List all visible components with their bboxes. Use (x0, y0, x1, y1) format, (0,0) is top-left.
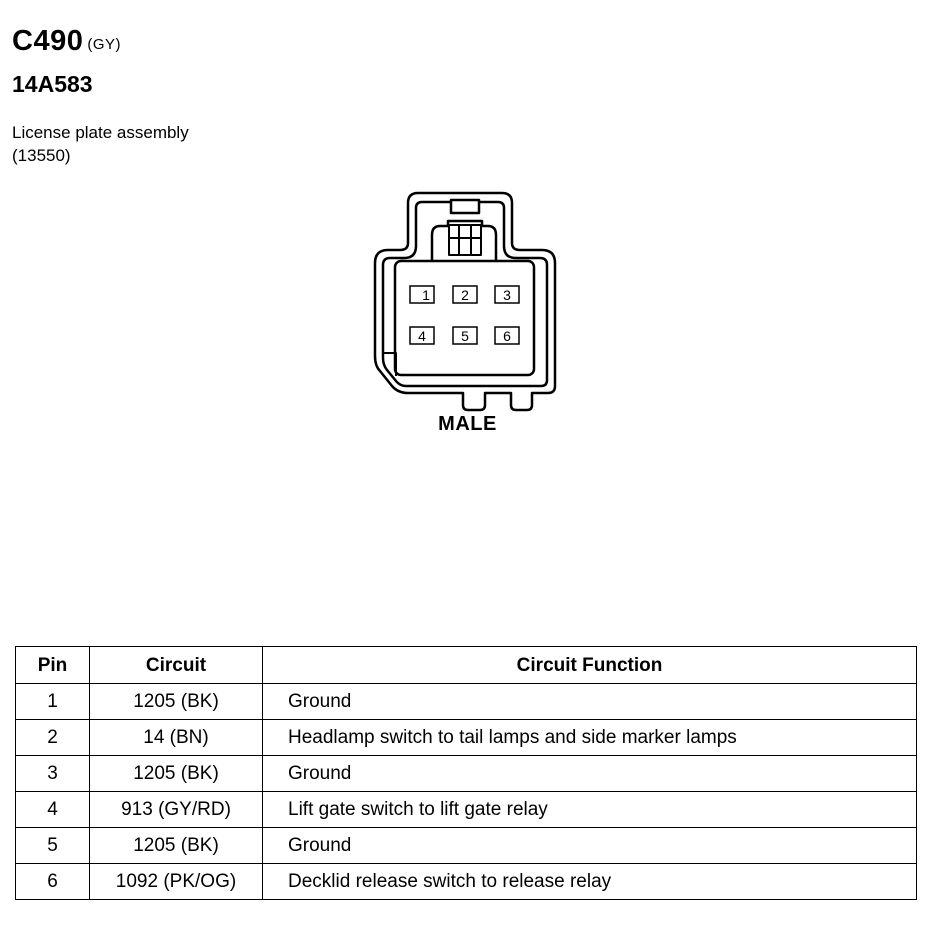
table-row (16, 828, 917, 864)
table-row (16, 756, 917, 792)
connector-gender-label: MALE (438, 413, 497, 435)
cell-function: Ground (263, 684, 917, 720)
cell-function: Headlamp switch to tail lamps and side marker lamps (263, 720, 917, 756)
cell-circuit: 1205 (BK) (90, 684, 263, 720)
pin-label-6: 6 (503, 328, 511, 344)
table-row (16, 720, 917, 756)
pin-label-2: 2 (461, 287, 469, 303)
cell-pin: 2 (16, 720, 90, 756)
pin-label-5: 5 (461, 328, 469, 344)
cell-circuit: 14 (BN) (90, 720, 263, 756)
connector-description (12, 121, 189, 167)
cell-circuit: 1205 (BK) (90, 756, 263, 792)
table-row (16, 864, 917, 900)
cell-pin: 3 (16, 756, 90, 792)
pin-label-3: 3 (503, 287, 511, 303)
pin-cavity (395, 261, 534, 375)
table-row (16, 792, 917, 828)
header-pin: Pin (16, 647, 90, 684)
description-line-1: License plate assembly (12, 123, 189, 142)
header-circuit: Circuit (90, 647, 263, 684)
description-line-2: (13550) (12, 146, 71, 165)
lock-ramp (449, 225, 481, 255)
part-number: 14A583 (12, 71, 93, 97)
connector-title (12, 24, 121, 58)
pinout-table (15, 646, 917, 900)
header-circuit-function: Circuit Function (263, 647, 917, 684)
table-header-row (16, 647, 917, 684)
cell-pin: 6 (16, 864, 90, 900)
cell-function: Decklid release switch to release relay (263, 864, 917, 900)
cell-pin: 5 (16, 828, 90, 864)
cell-function: Ground (263, 828, 917, 864)
lock-tab (451, 200, 479, 213)
connector-face-diagram (360, 188, 560, 413)
cell-pin: 4 (16, 792, 90, 828)
cell-circuit: 913 (GY/RD) (90, 792, 263, 828)
connector-color-code: (GY) (87, 36, 121, 53)
pin-label-4: 4 (418, 328, 426, 344)
cell-function: Lift gate switch to lift gate relay (263, 792, 917, 828)
cell-circuit: 1092 (PK/OG) (90, 864, 263, 900)
cell-function: Ground (263, 756, 917, 792)
pin-label-1: 1 (422, 287, 430, 303)
cell-pin: 1 (16, 684, 90, 720)
connector-id: C490 (12, 25, 84, 57)
cell-circuit: 1205 (BK) (90, 828, 263, 864)
table-row (16, 684, 917, 720)
